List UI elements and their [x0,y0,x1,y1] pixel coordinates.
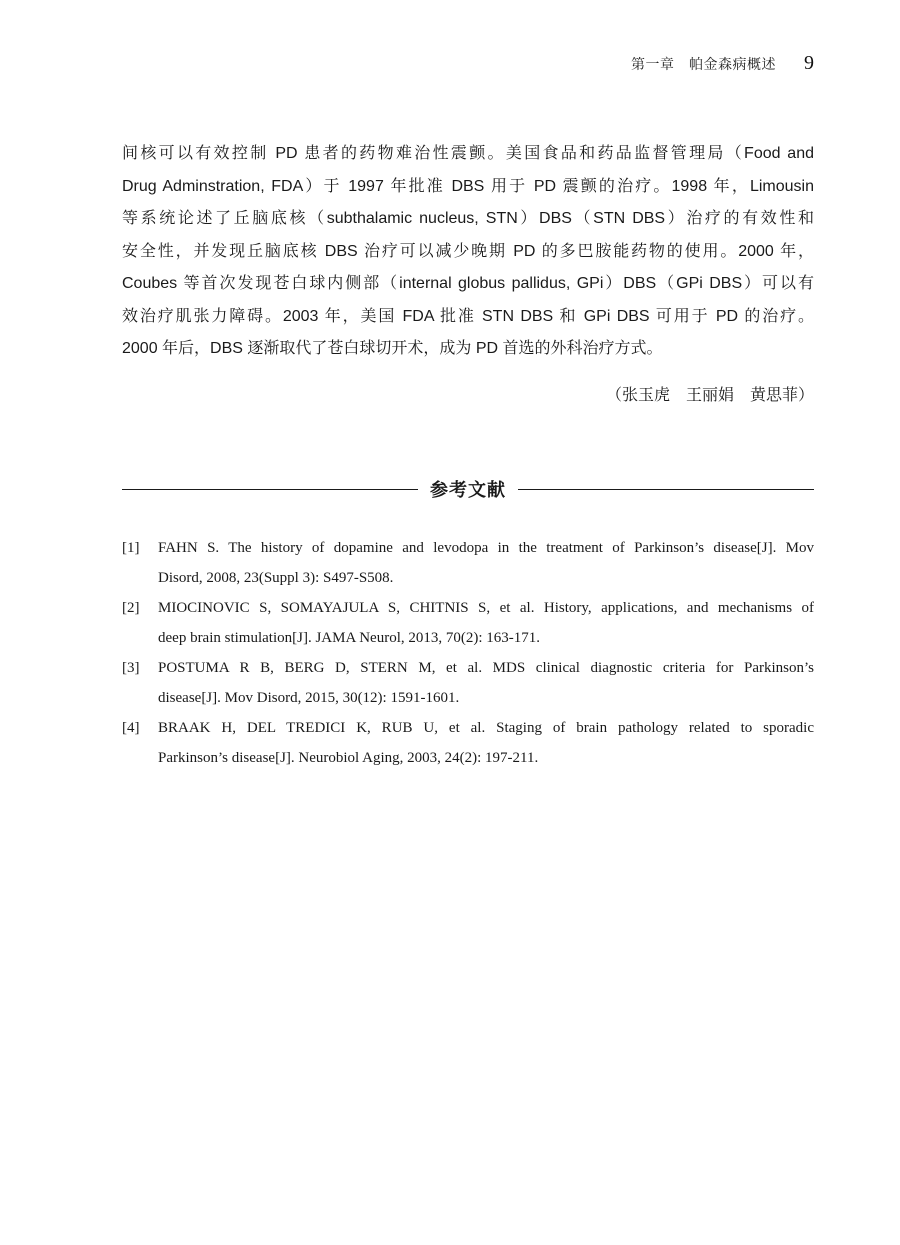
reference-list [122,533,814,773]
reference-number: [2] [122,600,140,616]
reference-text: Disord, 2008, 23(Suppl 3): S497-S508. [158,570,394,586]
reference-text: MIOCINOVIC S, SOMAYAJULA S, CHITNIS S, et al. History, applications, and mechanisms of [158,600,814,616]
heading-rule-right [518,489,814,490]
reference-text: Parkinson’s disease[J]. Neurobiol Aging, 2003, 24(2): 197-211. [158,750,539,766]
body-line: 等系统论述了丘脑底核（subthalamic nucleus, STN）DBS（STN DBS）治疗的有效性和 [122,210,814,227]
body-line: 效治疗肌张力障碍。2003 年，美国 FDA 批准 STN DBS 和 GPi DBS 可用于 PD 的治疗。 [122,307,814,325]
page-number: 9 [804,52,814,74]
reference-text: FAHN S. The history of dopamine and levodopa in the treatment of Parkinson’s disease[J]. Mov [158,540,814,556]
references-heading: 参考文献 [430,480,506,501]
body-line: Drug Adminstration, FDA）于 1997 年批准 DBS 用于 PD 震颤的治疗。1998 年，Limousin [122,177,814,195]
references-heading-row [122,474,814,504]
reference-number: [1] [122,540,140,556]
reference-item [122,533,814,593]
body-line: 间核可以有效控制 PD 患者的药物难治性震颤。美国食品和药品监督管理局（Food and [122,145,814,162]
reference-item [122,593,814,653]
reference-number: [3] [122,660,140,676]
body-paragraph [122,138,814,366]
chapter-title: 第一章 帕金森病概述 [631,57,776,73]
heading-rule-left [122,489,418,490]
reference-text: deep brain stimulation[J]. JAMA Neurol, 2013, 70(2): 163-171. [158,630,541,646]
body-line: 2000 年后，DBS 逐渐取代了苍白球切开术，成为 PD 首选的外科治疗方式。 [122,340,663,357]
running-header [631,52,814,75]
authors-credit: （张玉虎 王丽娟 黄思菲） [605,385,814,404]
reference-item [122,713,814,773]
body-line: 安全性，并发现丘脑底核 DBS 治疗可以减少晚期 PD 的多巴胺能药物的使用。2000 年， [122,242,814,260]
body-line: Coubes 等首次发现苍白球内侧部（internal globus pallidus, GPi）DBS（GPi DBS）可以有 [122,275,814,292]
reference-item [122,653,814,713]
reference-text: BRAAK H, DEL TREDICI K, RUB U, et al. Staging of brain pathology related to sporadic [158,720,814,736]
reference-text: POSTUMA R B, BERG D, STERN M, et al. MDS clinical diagnostic criteria for Parkinson’s [158,660,814,676]
reference-text: disease[J]. Mov Disord, 2015, 30(12): 1591-1601. [158,690,460,706]
reference-number: [4] [122,720,140,736]
